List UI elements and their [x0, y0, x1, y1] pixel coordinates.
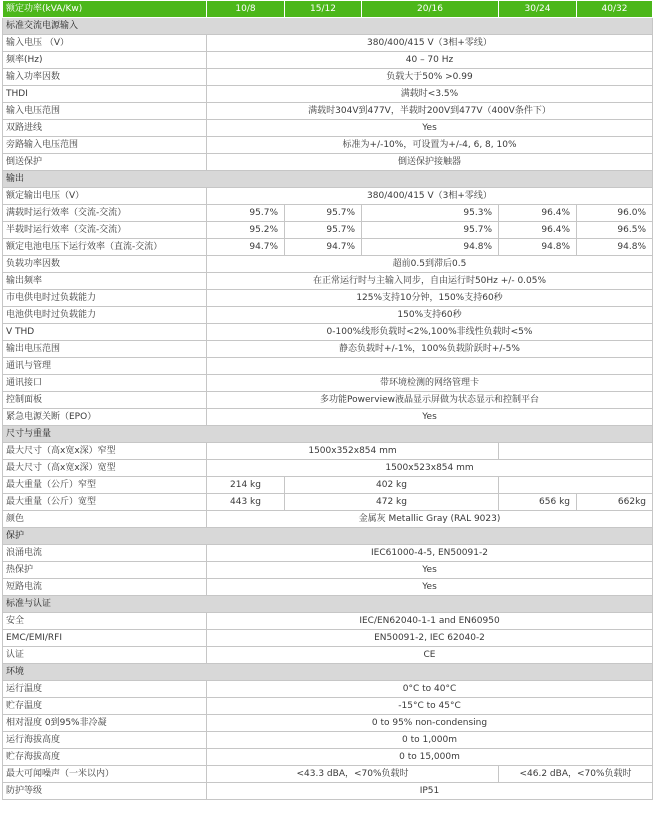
row-value: 在正常运行时与主输入同步，自由运行时50Hz +/- 0.05% — [207, 273, 653, 290]
row-label: 最大可闻噪声（一米以内） — [3, 766, 207, 783]
row-value: Yes — [207, 409, 653, 426]
table-row — [3, 188, 653, 205]
table-row — [3, 681, 653, 698]
row-value: 95.7% — [285, 222, 362, 239]
row-value: 125%支持10分钟，150%支持60秒 — [207, 290, 653, 307]
row-value: 1500x352x854 mm — [207, 443, 499, 460]
row-label: 热保护 — [3, 562, 207, 579]
table-row — [3, 324, 653, 341]
row-label: 浪涌电流 — [3, 545, 207, 562]
row-label: 输出频率 — [3, 273, 207, 290]
table-row — [3, 749, 653, 766]
table-row — [3, 545, 653, 562]
row-label: 最大重量（公斤）宽型 — [3, 494, 207, 511]
row-value: 94.8% — [577, 239, 653, 256]
table-row — [3, 256, 653, 273]
table-row — [3, 783, 653, 800]
row-label: 防护等级 — [3, 783, 207, 800]
row-label: 半载时运行效率（交流-交流） — [3, 222, 207, 239]
table-row — [3, 494, 653, 511]
table-row — [3, 562, 653, 579]
row-label: 旁路输入电压范围 — [3, 137, 207, 154]
row-label: 最大尺寸（高x宽x深）窄型 — [3, 443, 207, 460]
row-value — [499, 443, 653, 460]
header-model-4: 40/32 — [577, 1, 653, 18]
row-value: 150%支持60秒 — [207, 307, 653, 324]
table-row — [3, 392, 653, 409]
row-value: 满载时<3.5% — [207, 86, 653, 103]
row-label: V THD — [3, 324, 207, 341]
row-value: 标准为+/-10%，可设置为+/-4, 6, 8, 10% — [207, 137, 653, 154]
row-value: CE — [207, 647, 653, 664]
table-row — [3, 375, 653, 392]
row-label: 最大尺寸（高x宽x深）宽型 — [3, 460, 207, 477]
row-label: 倒送保护 — [3, 154, 207, 171]
row-value: 金属灰 Metallic Gray (RAL 9023) — [207, 511, 653, 528]
row-label: 通讯接口 — [3, 375, 207, 392]
row-value: Yes — [207, 120, 653, 137]
table-row — [3, 477, 653, 494]
table-row — [3, 732, 653, 749]
row-value: 214 kg — [207, 477, 285, 494]
row-value: 94.7% — [207, 239, 285, 256]
row-value — [499, 477, 653, 494]
table-row — [3, 698, 653, 715]
row-value: 94.8% — [499, 239, 577, 256]
table-row — [3, 409, 653, 426]
table-row — [3, 715, 653, 732]
header-model-3: 30/24 — [499, 1, 577, 18]
row-value: 402 kg — [285, 477, 499, 494]
row-value: 96.5% — [577, 222, 653, 239]
table-row — [3, 137, 653, 154]
row-value: <46.2 dBA，<70%负载时 — [499, 766, 653, 783]
section-header — [3, 171, 653, 188]
table-row — [3, 154, 653, 171]
row-label: 最大重量（公斤）窄型 — [3, 477, 207, 494]
row-value: 满载时304V到477V，半载时200V到477V（400V条件下） — [207, 103, 653, 120]
row-label: 额定输出电压（V） — [3, 188, 207, 205]
row-label: 运行温度 — [3, 681, 207, 698]
table-row — [3, 443, 653, 460]
row-label: 市电供电时过负载能力 — [3, 290, 207, 307]
row-label: 短路电流 — [3, 579, 207, 596]
table-row — [3, 120, 653, 137]
row-label: 控制面板 — [3, 392, 207, 409]
row-label: 相对湿度 0到95%非冷凝 — [3, 715, 207, 732]
section-title: 输出 — [3, 171, 653, 188]
row-value: 0 to 95% non-condensing — [207, 715, 653, 732]
header-model-2: 20/16 — [362, 1, 499, 18]
row-value: 静态负载时+/-1%，100%负载阶跃时+/-5% — [207, 341, 653, 358]
table-row — [3, 222, 653, 239]
row-label: 电池供电时过负载能力 — [3, 307, 207, 324]
row-label: 输入功率因数 — [3, 69, 207, 86]
spec-table — [2, 0, 653, 800]
row-value: 380/400/415 V（3相+零线） — [207, 35, 653, 52]
row-value: 94.8% — [362, 239, 499, 256]
table-row — [3, 290, 653, 307]
table-row — [3, 103, 653, 120]
row-value: 0 to 1,000m — [207, 732, 653, 749]
row-value: IP51 — [207, 783, 653, 800]
table-row — [3, 86, 653, 103]
table-row — [3, 647, 653, 664]
section-title: 标准交流电源输入 — [3, 18, 653, 35]
row-label: 输入电压范围 — [3, 103, 207, 120]
table-row — [3, 35, 653, 52]
row-value: 带环境检测的网络管理卡 — [207, 375, 653, 392]
row-value: IEC61000-4-5, EN50091-2 — [207, 545, 653, 562]
row-label: 紧急电源关断（EPO） — [3, 409, 207, 426]
row-value: Yes — [207, 562, 653, 579]
table-row — [3, 273, 653, 290]
row-value: 倒送保护接触器 — [207, 154, 653, 171]
table-row — [3, 69, 653, 86]
table-row — [3, 205, 653, 222]
row-value: 656 kg — [499, 494, 577, 511]
row-value: 多功能Powerview液晶显示屏做为状态显示和控制平台 — [207, 392, 653, 409]
section-title: 环境 — [3, 664, 653, 681]
row-label: 负载功率因数 — [3, 256, 207, 273]
section-header — [3, 664, 653, 681]
row-label: 通讯与管理 — [3, 358, 207, 375]
row-value: 95.7% — [285, 205, 362, 222]
table-row — [3, 307, 653, 324]
row-value: 95.3% — [362, 205, 499, 222]
row-label: 颜色 — [3, 511, 207, 528]
table-row — [3, 460, 653, 477]
row-value: 负载大于50% >0.99 — [207, 69, 653, 86]
row-label: 频率(Hz) — [3, 52, 207, 69]
row-value: 96.4% — [499, 205, 577, 222]
row-label: 运行海拔高度 — [3, 732, 207, 749]
row-value: 40 – 70 Hz — [207, 52, 653, 69]
row-value: 94.7% — [285, 239, 362, 256]
section-header — [3, 426, 653, 443]
section-title: 保护 — [3, 528, 653, 545]
table-row — [3, 341, 653, 358]
row-value: 95.2% — [207, 222, 285, 239]
section-title: 尺寸与重量 — [3, 426, 653, 443]
row-label: 安全 — [3, 613, 207, 630]
row-label: EMC/EMI/RFI — [3, 630, 207, 647]
row-label: 贮存海拔高度 — [3, 749, 207, 766]
table-row — [3, 511, 653, 528]
row-value: 96.0% — [577, 205, 653, 222]
table-row — [3, 630, 653, 647]
row-label: 双路进线 — [3, 120, 207, 137]
spec-table-body — [3, 1, 653, 800]
row-value: 1500x523x854 mm — [207, 460, 653, 477]
row-value: 443 kg — [207, 494, 285, 511]
table-row — [3, 766, 653, 783]
row-value: EN50091-2, IEC 62040-2 — [207, 630, 653, 647]
row-label: THDI — [3, 86, 207, 103]
row-value: 472 kg — [285, 494, 499, 511]
header-model-1: 15/12 — [285, 1, 362, 18]
row-value: 95.7% — [362, 222, 499, 239]
row-value: Yes — [207, 579, 653, 596]
section-header — [3, 528, 653, 545]
table-row — [3, 358, 653, 375]
section-header — [3, 18, 653, 35]
table-row — [3, 52, 653, 69]
section-title: 标准与认证 — [3, 596, 653, 613]
table-header-row — [3, 1, 653, 18]
row-value: 0-100%线形负载时<2%,100%非线性负载时<5% — [207, 324, 653, 341]
row-value: 超前0.5到滞后0.5 — [207, 256, 653, 273]
row-value: 380/400/415 V（3相+零线） — [207, 188, 653, 205]
header-model-0: 10/8 — [207, 1, 285, 18]
table-row — [3, 613, 653, 630]
row-value: -15°C to 45°C — [207, 698, 653, 715]
row-label: 额定电池电压下运行效率（直流-交流） — [3, 239, 207, 256]
row-label: 贮存温度 — [3, 698, 207, 715]
row-label: 满载时运行效率（交流-交流） — [3, 205, 207, 222]
table-row — [3, 239, 653, 256]
row-value: IEC/EN62040-1-1 and EN60950 — [207, 613, 653, 630]
row-label: 输出电压范围 — [3, 341, 207, 358]
row-value: 95.7% — [207, 205, 285, 222]
section-header — [3, 596, 653, 613]
row-value: 96.4% — [499, 222, 577, 239]
row-label: 输入电压 （V） — [3, 35, 207, 52]
row-label: 认证 — [3, 647, 207, 664]
row-value: 0 to 15,000m — [207, 749, 653, 766]
row-value: 662kg — [577, 494, 653, 511]
table-row — [3, 579, 653, 596]
header-label: 额定功率(kVA/Kw) — [3, 1, 207, 18]
row-value — [207, 358, 653, 375]
row-value: 0°C to 40°C — [207, 681, 653, 698]
row-value: <43.3 dBA，<70%负载时 — [207, 766, 499, 783]
